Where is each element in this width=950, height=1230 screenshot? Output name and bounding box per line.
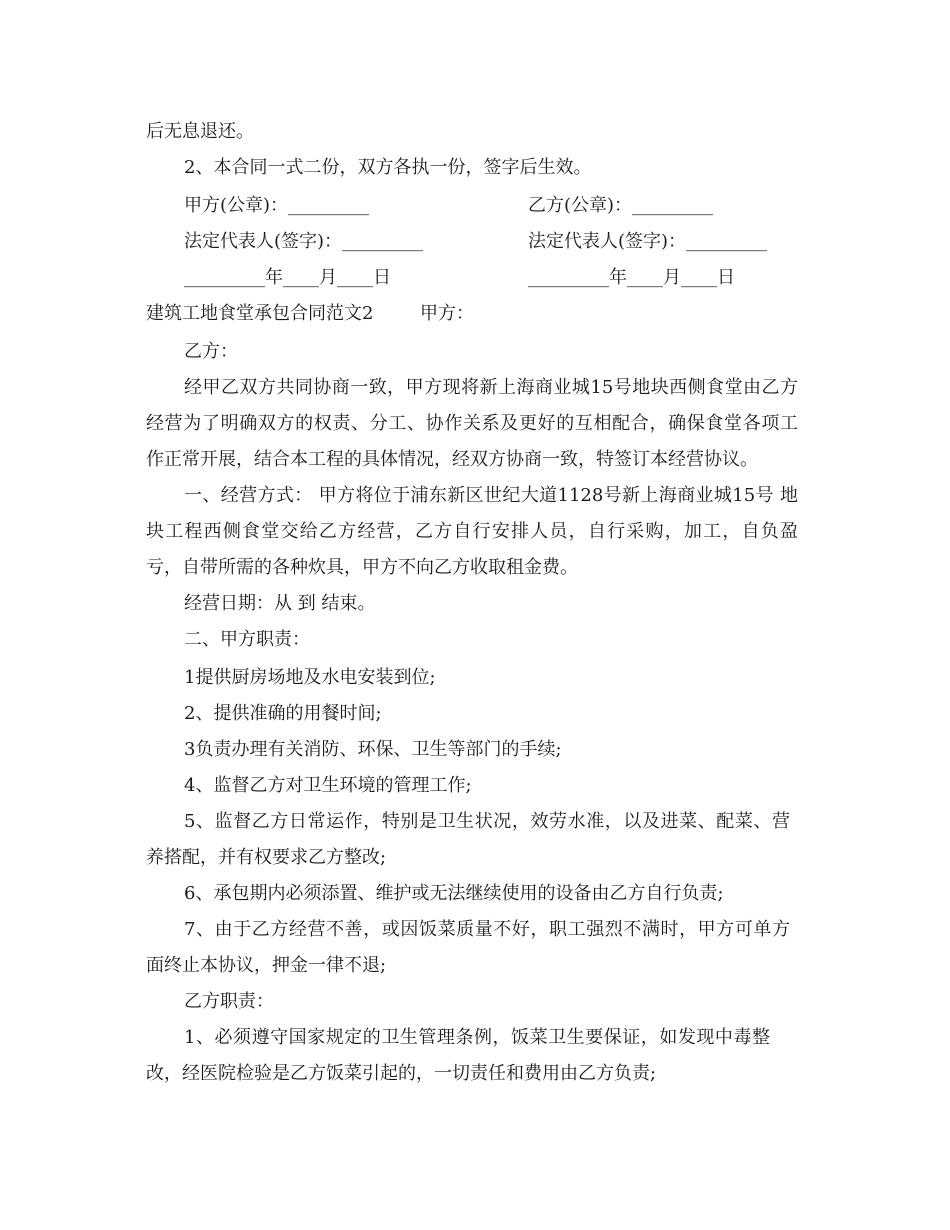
text-line: 块工程西侧食堂交给乙方经营，乙方自行安排人员，自行采购，加工，自负盈 [146,521,798,542]
signature-representative-b: 法定代表人(签字)：_________ [528,231,768,252]
list-item: 6、承包期内必须添置、维护或无法继续使用的设备由乙方自行负责; [184,883,724,904]
list-item: 2、提供准确的用餐时间; [184,703,382,724]
text-line: 一、经营方式： 甲方将位于浦东新区世纪大道1128号新上海商业城15号 地 [184,485,798,506]
text-line: 作正常开展，结合本工程的具体情况，经双方协商一致，特签订本经营协议。 [146,449,758,470]
text-line: 经营日期：从 到 结束。 [184,593,376,614]
signature-party-b: 乙方(公章)：_________ [528,195,714,216]
list-item: 7、由于乙方经营不善，或因饭菜质量不好，职工强烈不满时，甲方可单方 [184,919,790,940]
signature-date-a: _________年____月____日 [184,267,391,288]
list-item: 1、必须遵守国家规定的卫生管理条例，饭菜卫生要保证，如发现中毒整 [184,1027,770,1048]
party-a-label: 甲方： [420,303,474,324]
list-item: 4、监督乙方对卫生环境的管理工作; [184,775,472,796]
signature-representative-a: 法定代表人(签字)：_________ [184,231,424,252]
party-b-label: 乙方： [184,341,238,362]
text-line: 面终止本协议，押金一律不退; [146,955,387,976]
list-item: 1提供厨房场地及水电安装到位; [184,667,436,688]
text-line: 经甲乙双方共同协商一致，甲方现将新上海商业城15号地块西侧食堂由乙方 [184,377,798,398]
signature-party-a: 甲方(公章)：_________ [184,195,370,216]
text-line: 二、甲方职责： [184,629,310,650]
signature-date-b: _________年____月____日 [528,267,735,288]
list-item: 3负责办理有关消防、环保、卫生等部门的手续; [184,739,562,760]
text-line: 2、本合同一式二份，双方各执一份，签字后生效。 [184,157,592,178]
section-title: 建筑工地食堂承包合同范文2 [146,303,374,324]
text-line: 亏，自带所需的各种炊具，甲方不向乙方收取租金费。 [146,557,578,578]
text-line: 后无息退还。 [146,121,254,142]
list-item: 5、监督乙方日常运作，特别是卫生状况，效劳水准，以及进菜、配菜、营 [184,811,790,832]
text-line: 改，经医院检验是乙方饭菜引起的，一切责任和费用由乙方负责; [146,1063,657,1084]
text-line: 养搭配，并有权要求乙方整改; [146,847,387,868]
text-line: 经营为了明确双方的权责、分工、协作关系及更好的互相配合，确保食堂各项工 [146,413,798,434]
text-line: 乙方职责： [184,991,274,1012]
